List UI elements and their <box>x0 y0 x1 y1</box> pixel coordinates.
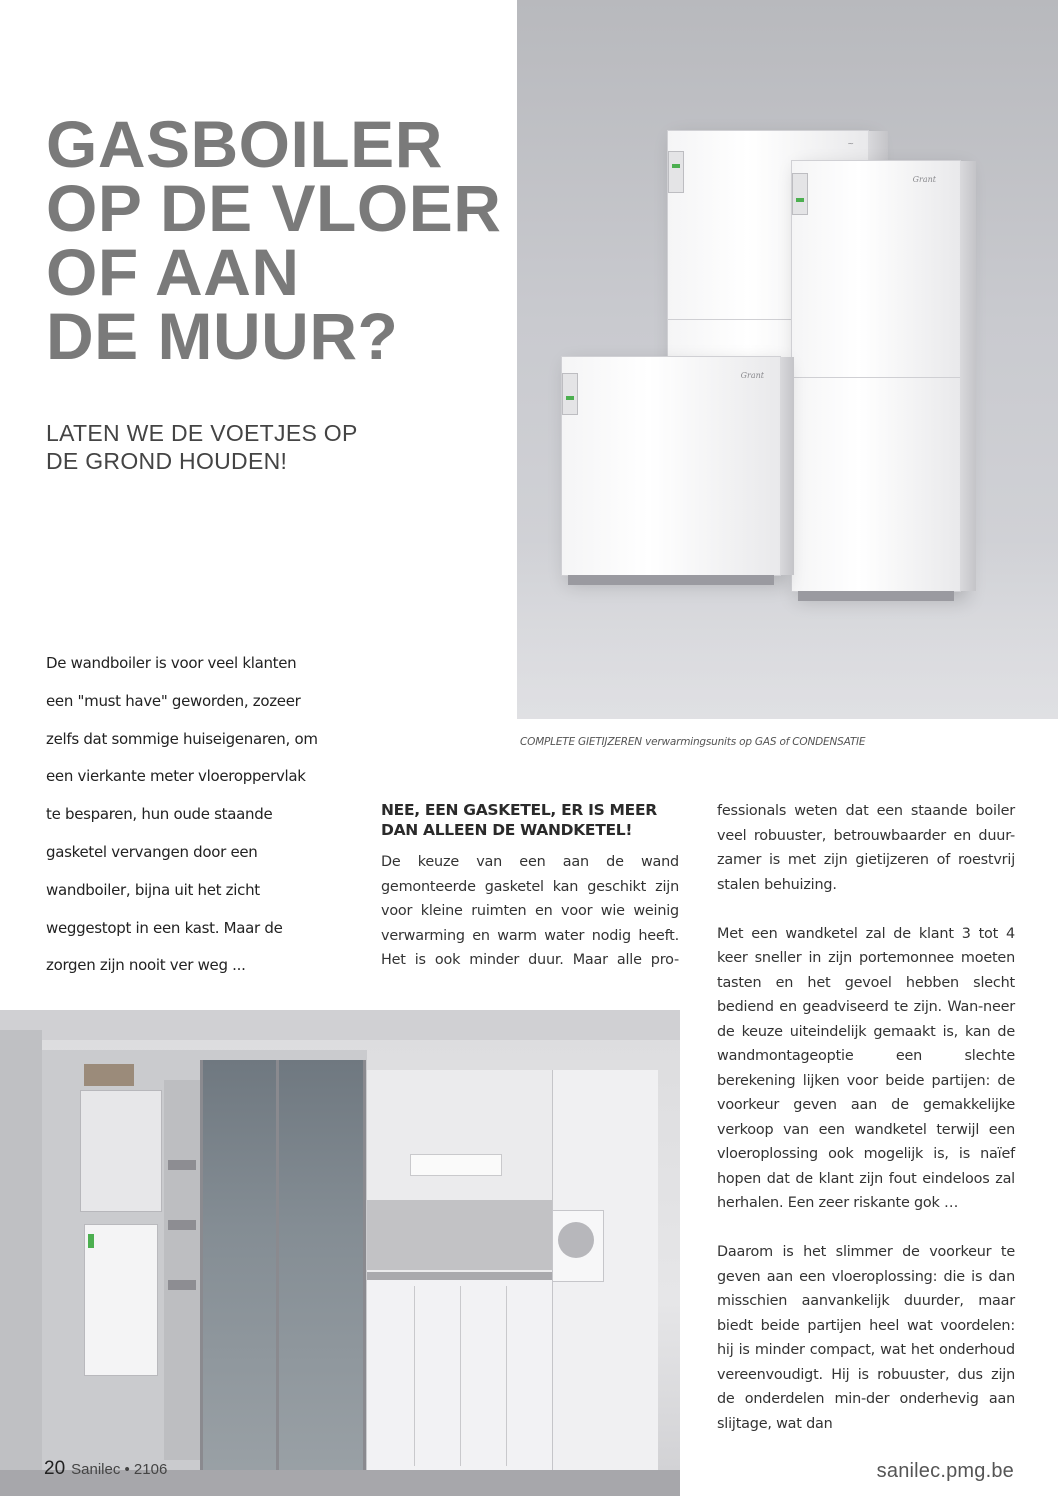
section-heading: NEE, EEN GASKETEL, ER IS MEER DAN ALLEEN DE WANDKETEL! <box>381 801 657 839</box>
boiler-unit-tall-back: ~ <box>667 130 869 432</box>
intro-line: zelfs dat sommige huiseigenaren, om <box>46 729 318 748</box>
boiler-product-photo <box>517 0 1058 719</box>
page-title <box>46 107 516 373</box>
subtitle-line-1: LATEN WE DE VOETJES OP <box>46 420 358 446</box>
intro-line: weggestopt in een kast. Maar de <box>46 918 283 937</box>
middle-body-text: De keuze van een aan de wand gemonteerde gasketel kan geschikt zijn voor kleine ruimten en voor wie weinig verwarming en warm water nodig heeft. Het is ook minder duur. Maar alle pro- <box>381 854 679 968</box>
title-line-1: GASBOILER <box>46 107 443 181</box>
right-paragraph: fessionals weten dat een staande boiler veel robuuster, betrouwbaarder en duur-zamer is met zijn gietijzeren of roestvrij stalen behuizing. <box>717 803 1015 893</box>
boiler-unit-tall-front: Grant <box>791 160 961 592</box>
right-paragraph: Daarom is het slimmer de voorkeur te geven aan een vloeroplossing: die is dan misschien aanvankelijk duurder, maar biedt beide partijen heel wat voordelen: hij is minder compact, wat het onderhoud vereenvoudigt. Hij is robuuster, dus zijn de onderdelen min-der onderhevig aan slijtage, wat dan <box>717 1244 1015 1432</box>
intro-line: De wandboiler is voor veel klanten <box>46 654 297 672</box>
boiler-in-cabinet <box>84 1224 158 1376</box>
subtitle-line-2: DE GROND HOUDEN! <box>46 448 288 474</box>
sliding-glass-doors <box>200 1060 366 1480</box>
page-number: 20 <box>44 1458 66 1479</box>
intro-line: een "must have" geworden, zozeer <box>46 691 301 710</box>
right-column <box>717 799 1015 1461</box>
intro-line: een vierkante meter vloeroppervlak <box>46 767 306 786</box>
intro-line: zorgen zijn nooit ver weg ... <box>46 956 246 975</box>
subtitle <box>46 419 376 475</box>
title-line-2: OP DE VLOER <box>46 171 502 245</box>
intro-line: te besparen, hun oude staande <box>46 805 273 824</box>
magazine-issue: Sanilec • 2106 <box>71 1461 168 1478</box>
intro-line: wandboiler, bijna uit het zicht <box>46 880 260 899</box>
title-line-3: OF AAN <box>46 235 300 309</box>
intro-line: gasketel vervangen door een <box>46 842 258 861</box>
photo-caption: COMPLETE GIETIJZEREN verwarmingsunits op GAS of CONDENSATIE <box>520 736 866 748</box>
footer-website-link[interactable]: sanilec.pmg.be <box>876 1460 1014 1482</box>
intro-paragraph <box>46 645 346 985</box>
boiler-unit-low: Grant <box>561 356 781 576</box>
title-line-4: DE MUUR? <box>46 299 399 373</box>
footer-page-info <box>44 1458 167 1480</box>
right-paragraph: Met een wandketel zal de klant 3 tot 4 keer sneller in zijn portemonnee moeten tasten en het gevoel hebben slecht bediend en geadviseerd te zijn. Wan-neer de keuze uiteindelijk gemaakt is, kan de wandmontageoptie een slechte berekening lijken voor beide partijen: de voorkeur geven aan de gemakkelijke verkoop van een wandketel terwijl een vloeroplossing ook mogelijk is, is naïef hopen dat de klant zijn fout eindeloos zal herhalen. Een zeer riskante gok … <box>717 925 1015 1211</box>
laundry-room-photo <box>0 1010 680 1496</box>
